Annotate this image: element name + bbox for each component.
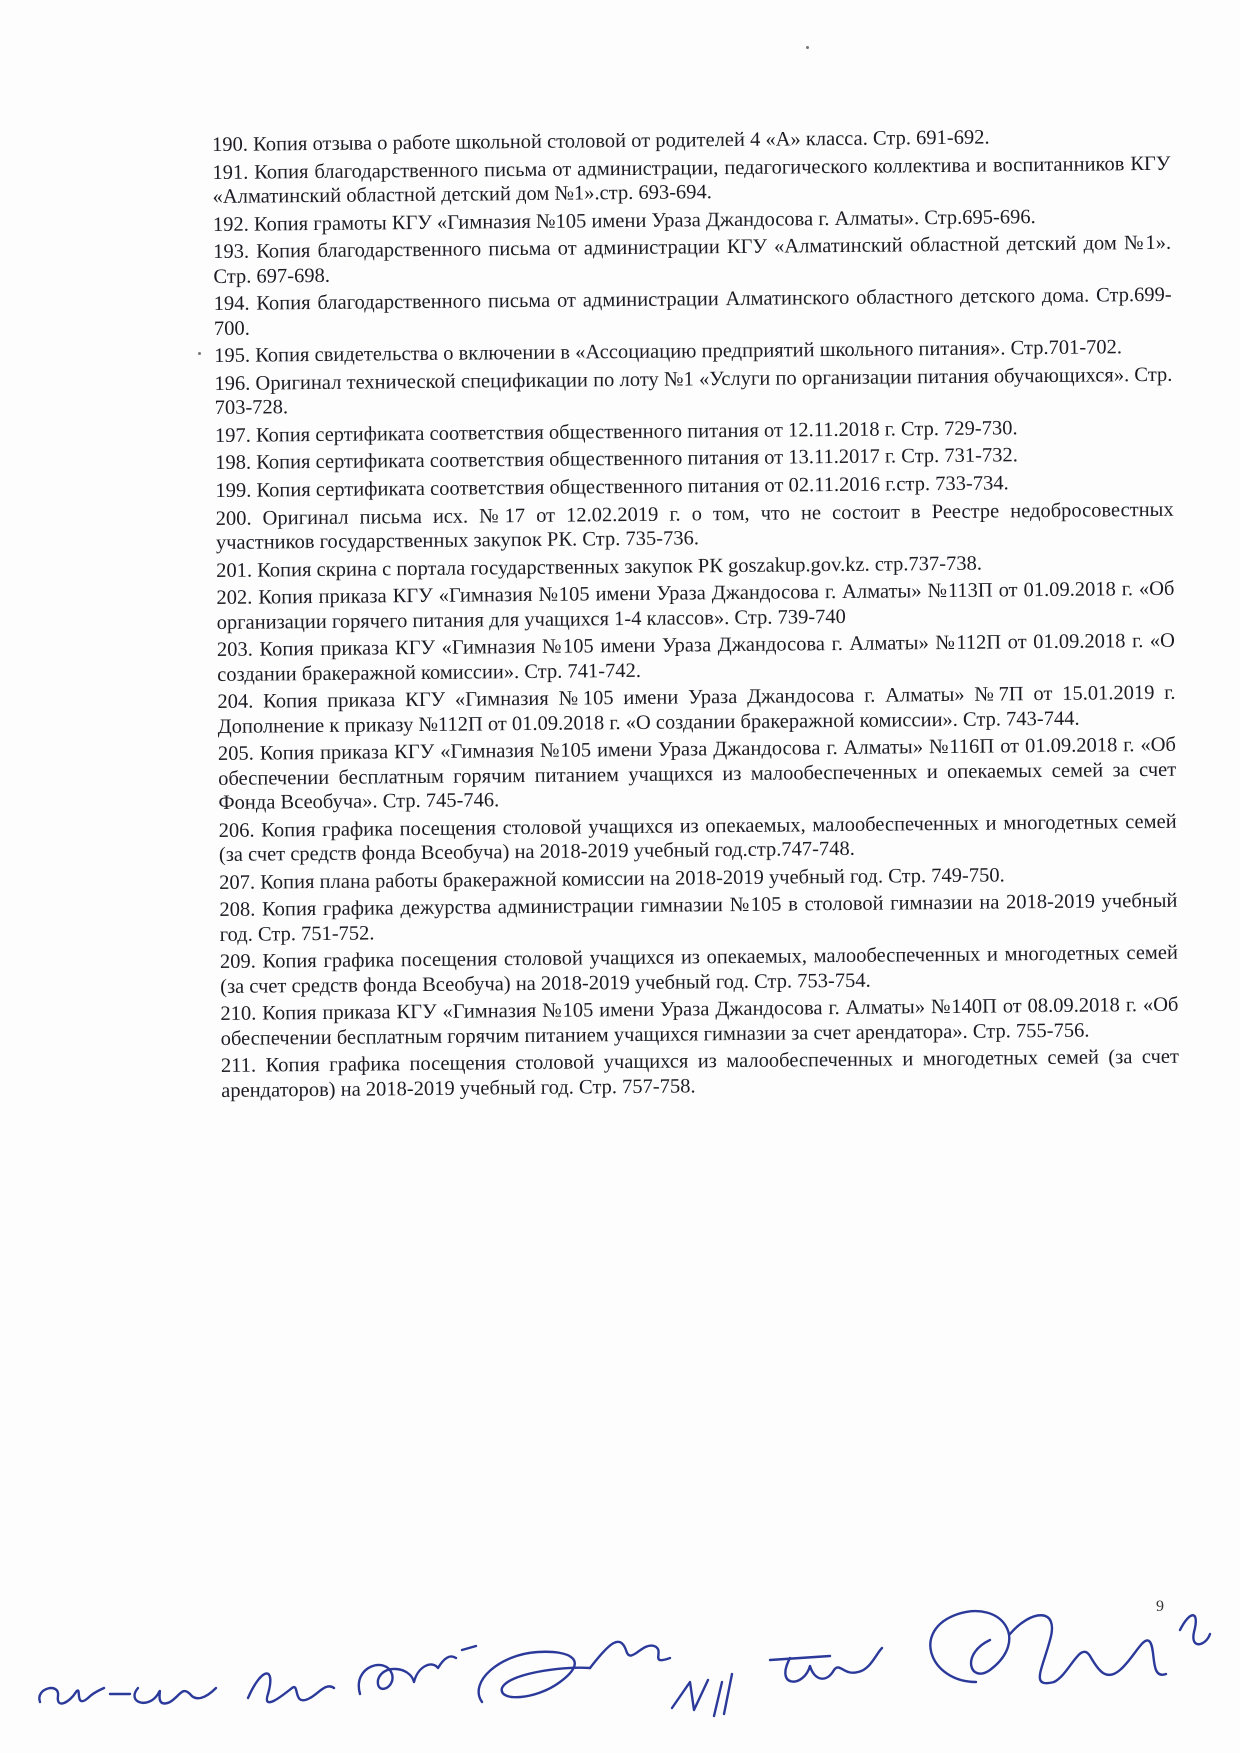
- page-number: 9: [1156, 1598, 1164, 1615]
- signature: [248, 1673, 334, 1702]
- signature: [672, 1674, 732, 1716]
- list-item: 190. Копия отзыва о работе школьной столовой от родителей 4 «А» класса. Стр. 691-692.: [212, 126, 990, 156]
- scan-speck: [806, 46, 809, 49]
- list-item: 192. Копия грамоты КГУ «Гимназия №105 имени Ураза Джандосова г. Алматы». Стр.695-696.: [212, 205, 1036, 236]
- list-item: 210. Копия приказа КГУ «Гимназия №105 имени Ураза Джандосова г. Алматы» №140П от 08.09.2018 г. «Об обеспечении бесплатным горячим питанием учащихся гимназии за счет арендатора». Стр. 755-756.: [220, 993, 1179, 1050]
- list-item: 191. Копия благодарственного письма от администрации, педагогического коллектива и воспитанников КГУ «Алматинский областной детский дом №1».стр. 693-694.: [212, 152, 1171, 208]
- list-item: 202. Копия приказа КГУ «Гимназия №105 имени Ураза Джандосова г. Алматы» №113П от 01.09.2018 г. «Об организации горячего питания для учащихся 1-4 классов». Стр. 739-740: [216, 577, 1175, 634]
- list-item: 208. Копия графика дежурства администрации гимназии №105 в столовой гимназии на 2018-2019 учебный год. Стр. 751-752.: [219, 889, 1178, 946]
- list-item: 211. Копия графика посещения столовой учащихся из малообеспеченных и многодетных семей (за счет арендаторов) на 2018-2019 учебный год. Стр. 757-758.: [220, 1045, 1180, 1102]
- list-item: 201. Копия скрина с портала государственных закупок РК goszakup.gov.kz. стр.737-738.: [216, 552, 982, 582]
- signature: [770, 1648, 882, 1682]
- list-item: 193. Копия благодарственного письма от администрации КГУ «Алматинский областной детский дом №1». Стр. 697-698.: [213, 231, 1172, 288]
- signature: [39, 1688, 104, 1704]
- list-item: 200. Оригинал письма исх. №17 от 12.02.2019 г. о том, что не состоит в Реестре недобросовестных участников государственных закупок РК. Стр. 735-736.: [215, 498, 1174, 554]
- list-item: 209. Копия графика посещения столовой учащихся из опекаемых, малообеспеченных и многодетных семей (за счет средств фонда Всеобуча) на 2018-2019 учебный год. Стр. 753-754.: [219, 941, 1179, 998]
- signature: [1180, 1615, 1210, 1644]
- signature: [359, 1656, 456, 1694]
- signature: [479, 1652, 590, 1702]
- signatures: [30, 1570, 1220, 1740]
- list-item: 196. Оригинал технической спецификации по лоту №1 «Услуги по организации питания обучающихся». Стр. 703-728.: [214, 363, 1173, 420]
- list-item: 207. Копия плана работы бракеражной комиссии на 2018-2019 учебный год. Стр. 749-750.: [219, 863, 1005, 894]
- list-item: 194. Копия благодарственного письма от администрации Алматинского областного детского дома. Стр.699-700.: [213, 283, 1172, 340]
- signature: [462, 1646, 476, 1650]
- list-item: 204. Копия приказа КГУ «Гимназия №105 имени Ураза Джандосова г. Алматы» №7П от 15.01.2019 г. Дополнение к приказу №112П от 01.09.2018 г. «О создании бракеражной комиссии». Стр. 743-744.: [217, 681, 1176, 738]
- list-item: 206. Копия графика посещения столовой учащихся из опекаемых, малообеспеченных и многодетных семей (за счет средств фонда Всеобуча) на 2018-2019 учебный год.стр.747-748.: [218, 810, 1177, 866]
- list-item: 203. Копия приказа КГУ «Гимназия №105 имени Ураза Джандосова г. Алматы» №112П от 01.09.2018 г. «О создании бракеражной комиссии». Стр. 741-742.: [216, 629, 1176, 686]
- list-item: 195. Копия свидетельства о включении в «Ассоциацию предприятий школьного питания». Стр.701-702.: [214, 336, 1123, 368]
- signature: [930, 1611, 1009, 1682]
- list-item: 199. Копия сертификата соответствия общественного питания от 02.11.2016 г.стр. 733-734.: [215, 472, 1009, 502]
- signature: [590, 1642, 670, 1668]
- list-item: 197. Копия сертификата соответствия общественного питания от 12.11.2018 г. Стр. 729-730.: [214, 417, 1018, 447]
- list-item: 205. Копия приказа КГУ «Гимназия №105 имени Ураза Джандосова г. Алматы» №116П от 01.09.2018 г. «Об обеспечении бесплатным горячим питанием учащихся из малообеспеченных и опекаемых семей за счет Фонда Всеобуча». Стр. 745-746.: [217, 733, 1177, 814]
- scan-speck: [198, 352, 201, 355]
- signature: [1010, 1615, 1166, 1683]
- signature: [135, 1688, 216, 1703]
- list-item: 198. Копия сертификата соответствия общественного питания от 13.11.2017 г. Стр. 731-732.: [215, 444, 1018, 475]
- document-list: [212, 124, 1179, 1106]
